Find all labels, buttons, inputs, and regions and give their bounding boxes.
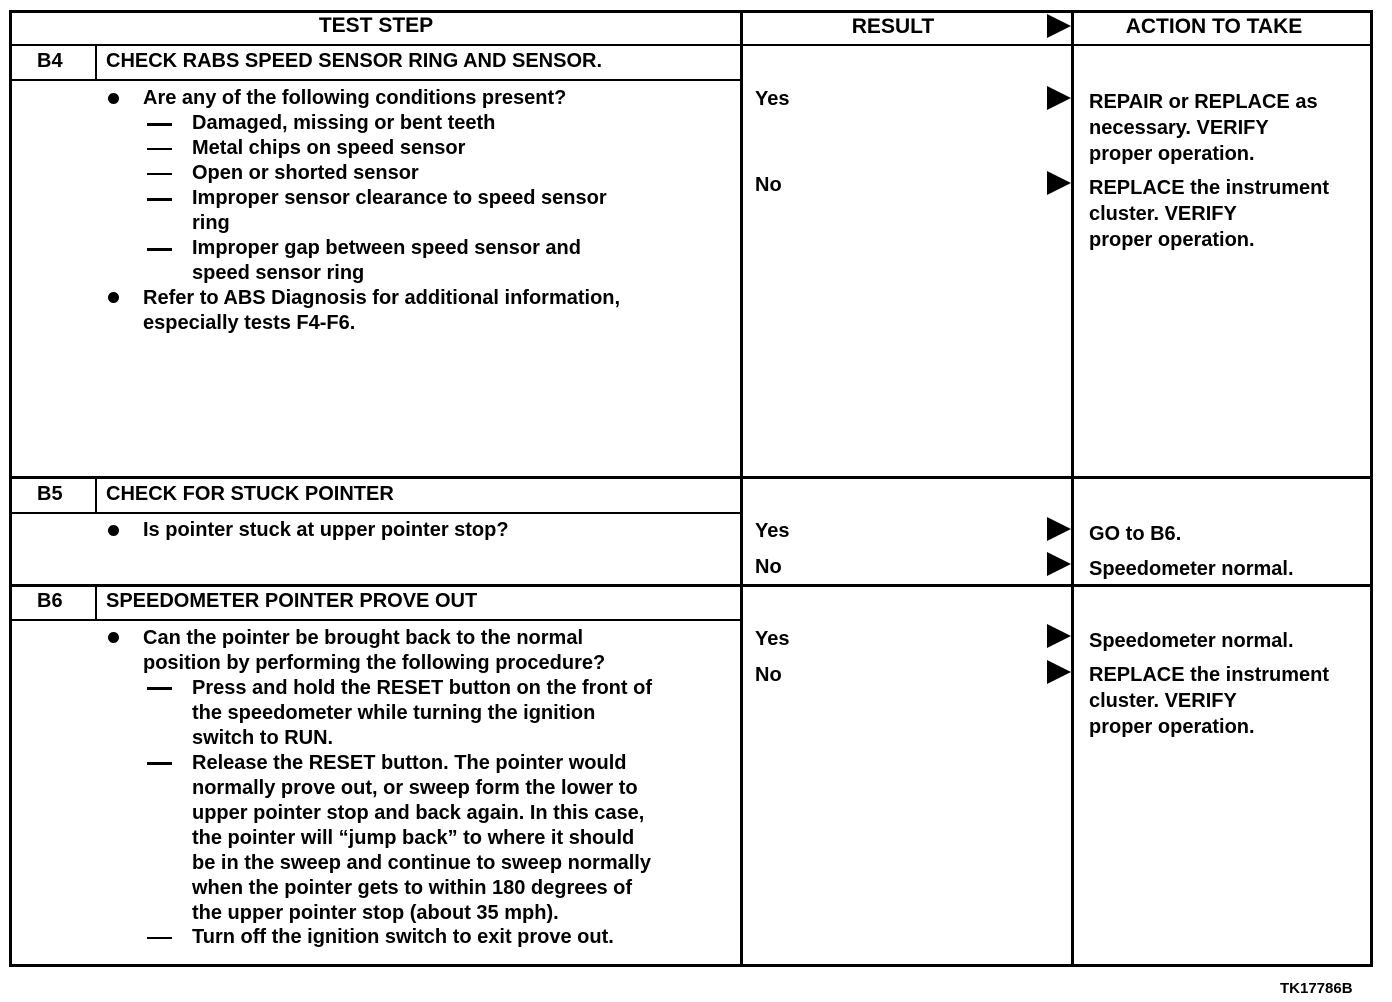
b6-dash-1 (192, 676, 652, 751)
table-border-right (1370, 10, 1373, 967)
b5-step-title: CHECK FOR STUCK POINTER (106, 483, 394, 505)
b4-dash-2: Metal chips on speed sensor (192, 137, 466, 159)
b4-step-title: CHECK RABS SPEED SENSOR RING AND SENSOR. (106, 50, 602, 72)
action-text: GO to (1089, 523, 1151, 545)
header-action: ACTION TO TAKE (1125, 15, 1303, 38)
b6-title-bottom (9, 619, 743, 621)
b6-dash-2 (192, 751, 651, 926)
dash-icon (147, 198, 172, 201)
bullet-icon (108, 93, 119, 104)
arrow-icon (1047, 171, 1071, 195)
b4-result-yes: Yes (755, 88, 790, 110)
header-test-step: TEST STEP (318, 14, 434, 37)
b4-dash-1: Damaged, missing or bent teeth (192, 112, 496, 134)
b4-dash-5a: Improper gap between speed sensor and (192, 237, 581, 259)
b5-bullet-1: Is pointer stuck at upper pointer stop? (143, 519, 509, 541)
action-line: REPAIR or REPLACE as (1089, 91, 1318, 113)
action-line: cluster. VERIFY (1089, 203, 1237, 225)
b6-action-no (1089, 662, 1369, 740)
b4-dash-5b: speed sensor ring (192, 262, 365, 283)
action-line: REPLACE the instrument (1089, 177, 1330, 199)
text-line: normally prove out, or sweep form the lower to (192, 777, 638, 799)
arrow-icon (1047, 624, 1071, 648)
step-reference: B6 (1150, 523, 1176, 545)
b5-b6-divider (9, 584, 1373, 587)
b4-dash-3: Open or shorted sensor (192, 162, 419, 184)
b4-id-divider (95, 44, 97, 81)
b5-id-divider (95, 477, 97, 514)
dash-icon (147, 937, 172, 939)
arrow-icon (1047, 660, 1071, 684)
action-line: cluster. VERIFY (1089, 690, 1237, 712)
action-line: proper operation. (1089, 143, 1255, 165)
arrow-icon (1047, 552, 1071, 576)
b4-dash-4b: ring (192, 212, 230, 234)
b6-result-no: No (755, 664, 782, 686)
table-border-bottom (9, 964, 1373, 967)
bullet-icon (108, 292, 119, 303)
text-line: switch to RUN. (192, 727, 334, 749)
b4-b5-divider (9, 476, 1373, 479)
dash-icon (147, 148, 172, 150)
figure-id: TK17786B (1280, 980, 1353, 997)
col-divider-result-action (1071, 10, 1074, 967)
text-line: Can the pointer be brought back to the normal (143, 627, 584, 649)
bullet-icon (108, 525, 119, 536)
b6-id-divider (95, 585, 97, 621)
text-line: upper pointer stop and back again. In this case, (192, 802, 645, 824)
b4-action-yes (1089, 89, 1369, 167)
header-underline (9, 44, 1373, 46)
header-arrow-icon (1047, 14, 1071, 38)
arrow-icon (1047, 86, 1071, 110)
dash-icon (147, 762, 172, 765)
b5-action-yes (1089, 521, 1369, 547)
arrow-icon (1047, 517, 1071, 541)
text-line: Press and hold the RESET button on the front of (192, 677, 652, 699)
dash-icon (147, 123, 172, 126)
b4-result-no: No (755, 174, 782, 196)
dash-icon (147, 687, 172, 690)
bullet-icon (108, 632, 119, 643)
b6-action-yes: Speedometer normal. (1089, 630, 1294, 652)
dash-icon (147, 248, 172, 251)
action-line: proper operation. (1089, 716, 1255, 738)
text-line: when the pointer gets to within 180 degrees of (192, 877, 633, 899)
b4-bullet-2b: especially tests F4-F6. (143, 312, 356, 334)
action-line: proper operation. (1089, 229, 1255, 251)
b4-step-id: B4 (37, 50, 63, 72)
action-text: . (1175, 523, 1182, 545)
b6-step-id: B6 (37, 590, 63, 612)
text-line: the upper pointer stop (about 35 mph). (192, 902, 559, 924)
b5-result-no: No (755, 556, 782, 578)
b6-result-yes: Yes (755, 628, 790, 650)
b5-action-no: Speedometer normal. (1089, 558, 1294, 580)
b6-step-title: SPEEDOMETER POINTER PROVE OUT (106, 590, 478, 612)
text-line: be in the sweep and continue to sweep normally (192, 852, 651, 874)
table-border-top (9, 10, 1373, 13)
b4-action-no (1089, 175, 1369, 253)
b5-step-id: B5 (37, 483, 63, 505)
col-divider-step-result (740, 10, 743, 967)
action-line: REPLACE the instrument (1089, 664, 1330, 686)
text-line: the pointer will “jump back” to where it should (192, 827, 635, 849)
b5-title-bottom (9, 512, 743, 514)
b4-bullet-1: Are any of the following conditions present? (143, 87, 567, 109)
text-line: position by performing the following procedure? (143, 652, 606, 674)
b4-bullet-2a: Refer to ABS Diagnosis for additional information, (143, 287, 621, 309)
action-line: necessary. VERIFY (1089, 117, 1269, 139)
table-border-left (9, 10, 12, 967)
b4-dash-4a: Improper sensor clearance to speed sensor (192, 187, 607, 209)
b4-title-bottom (9, 79, 743, 81)
b6-dash-3: Turn off the ignition switch to exit prove out. (192, 926, 614, 948)
text-line: Release the RESET button. The pointer would (192, 752, 627, 774)
dash-icon (147, 173, 172, 175)
header-result: RESULT (851, 15, 935, 38)
b6-bullet-1 (143, 626, 605, 676)
text-line: the speedometer while turning the ignition (192, 702, 596, 724)
b5-result-yes: Yes (755, 520, 790, 542)
